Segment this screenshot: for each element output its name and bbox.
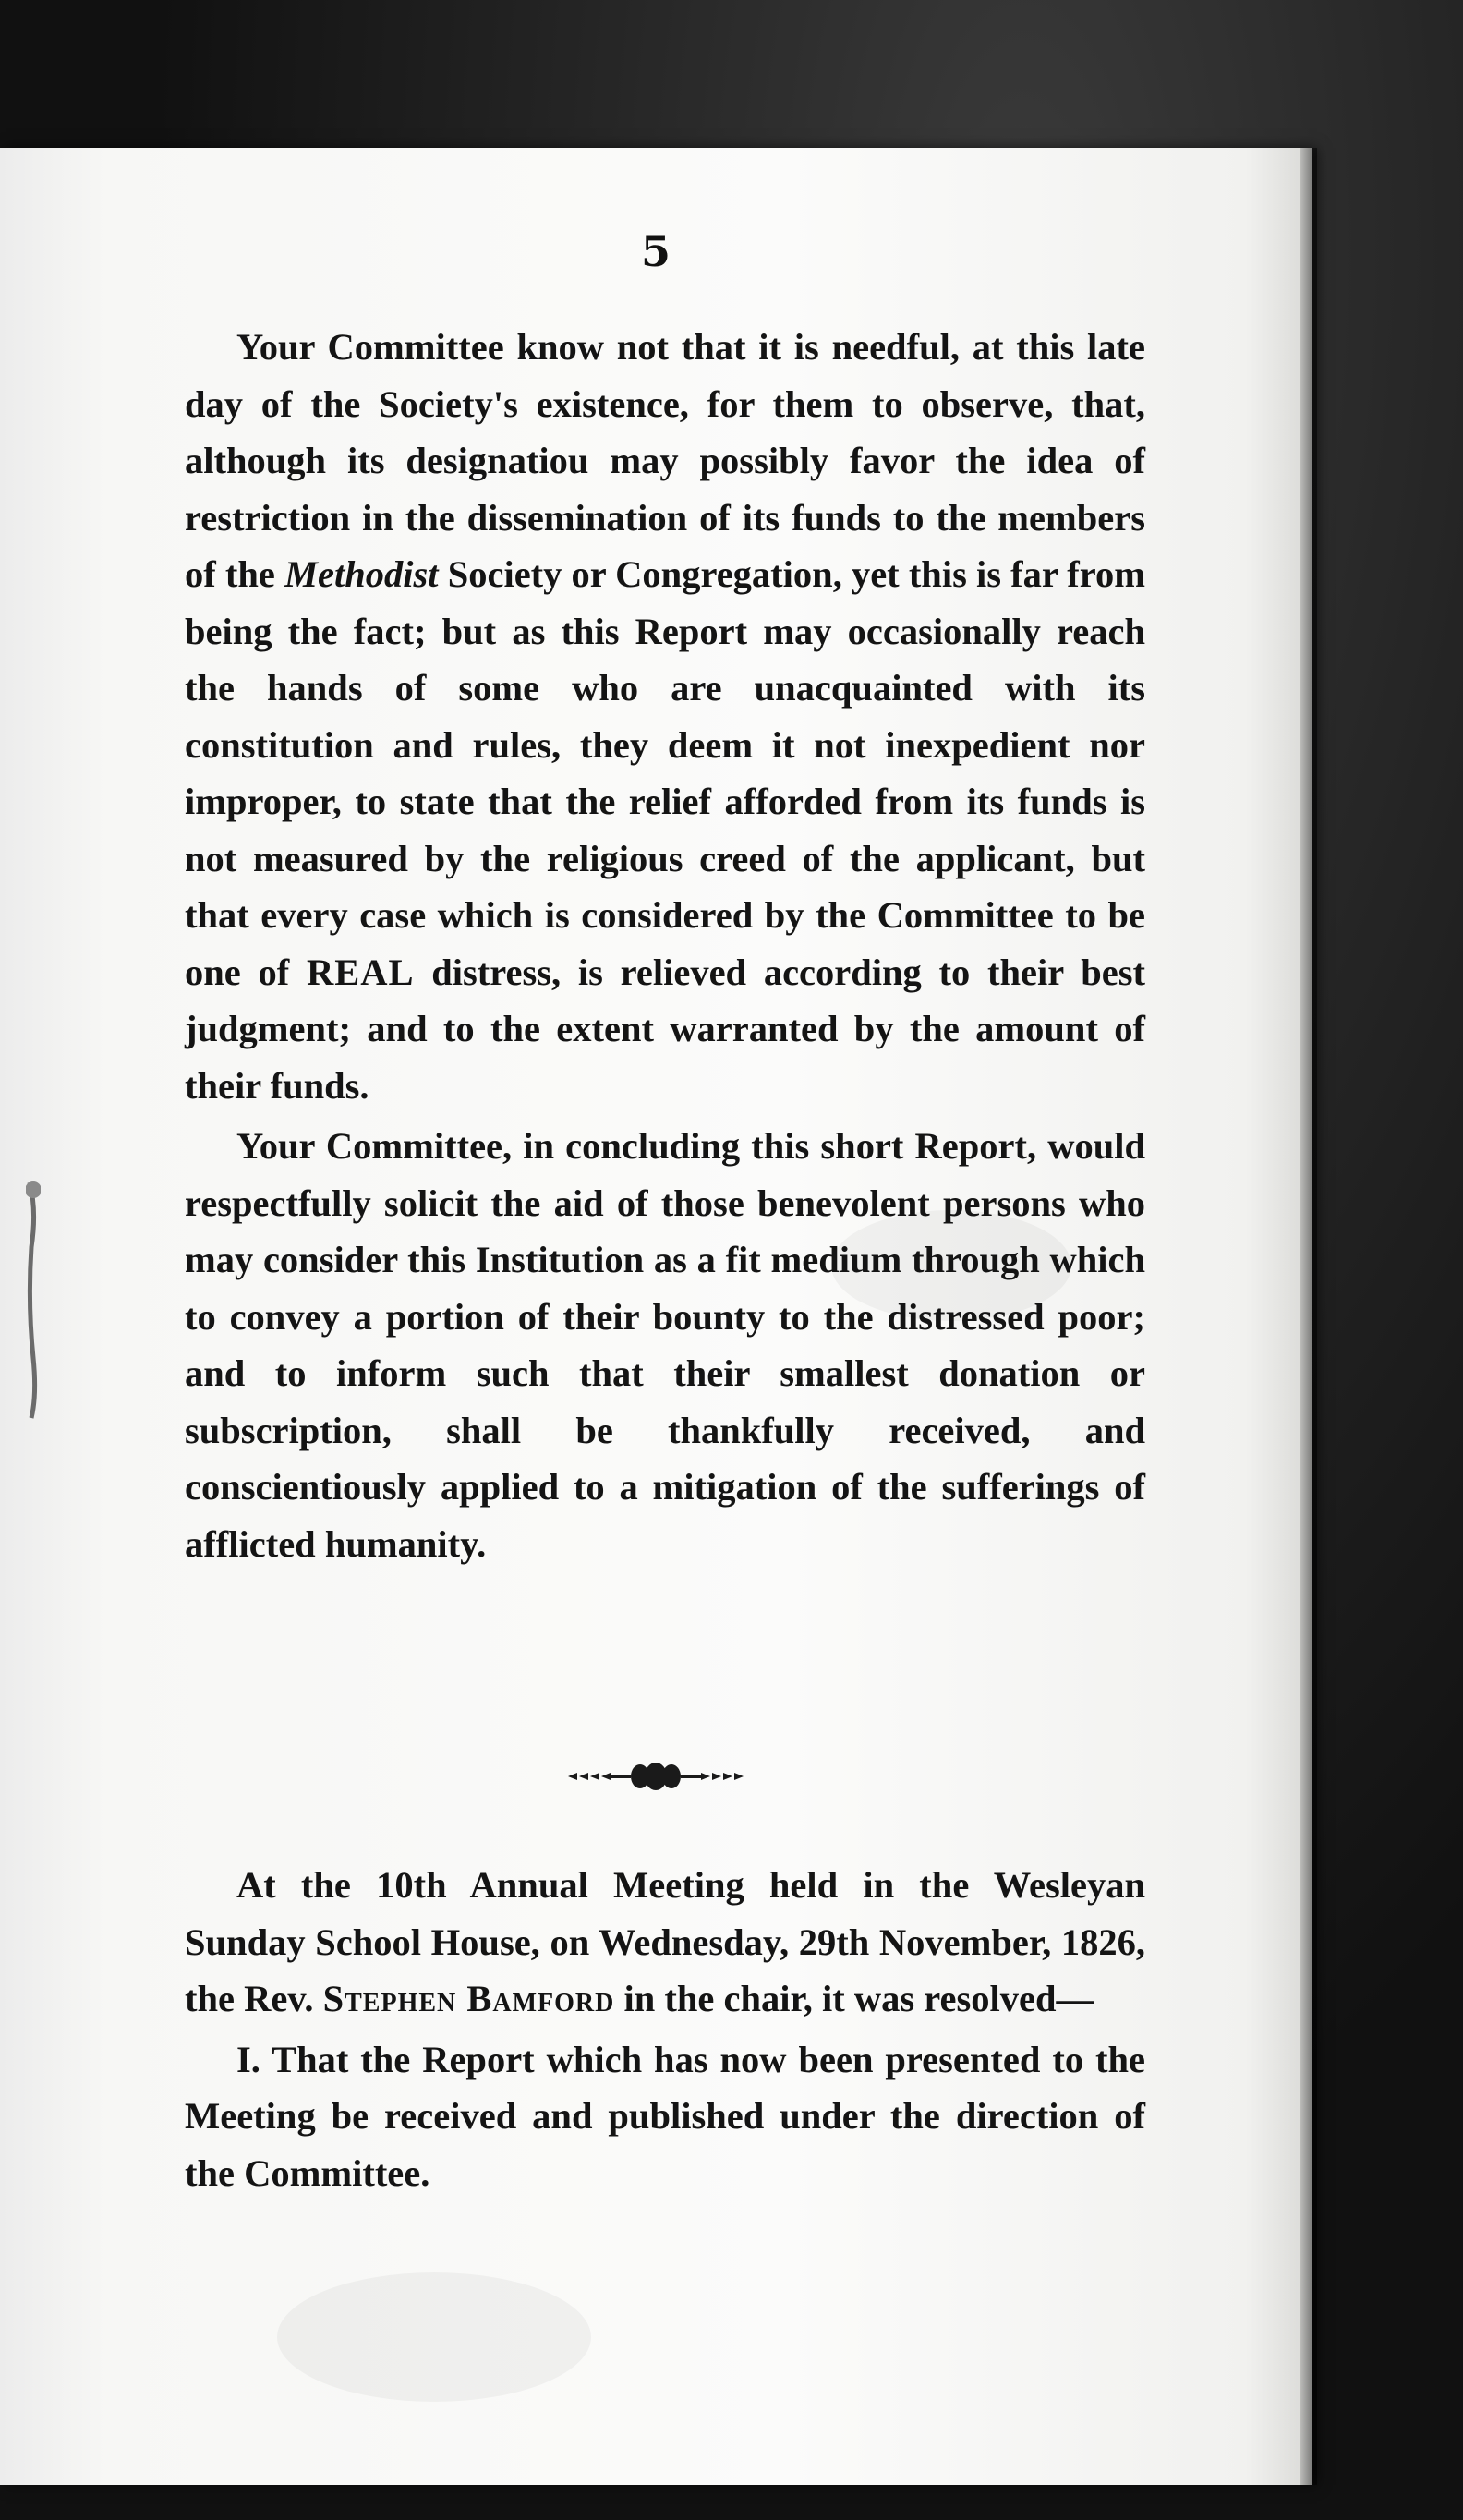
section-divider — [0, 1758, 1312, 1795]
report-paragraph-1 — [185, 319, 1145, 1114]
emphasized-word: Methodist — [284, 553, 439, 595]
paragraph-text: At the 10th Annual Meeting held in the Wesleyan Sunday School House, on Wednesday, 29th November, 1826, the Rev. — [185, 1864, 1145, 2019]
paragraph-text: distress, is relieved according to their best judgment; and to the extent warranted by the amount of their funds. — [185, 951, 1145, 1107]
meeting-intro — [185, 1857, 1145, 2028]
chair-name: Stephen Bamford — [322, 1978, 615, 2019]
paper-stain — [277, 2272, 591, 2402]
small-caps-word: REAL — [306, 951, 415, 993]
report-body — [185, 319, 1145, 1572]
meeting-minutes — [185, 1857, 1145, 2201]
paragraph-text: in the chair, it was resolved— — [614, 1978, 1094, 2019]
paragraph-text: Your Committee know not that it is needful, at this late day of the Society's existence, for them to observe, that, although its designatiou may possibly favor the idea of restriction in the dissemination of its funds to the members of the — [185, 326, 1145, 595]
page-edge-shadow — [1300, 148, 1317, 2485]
resolution-1: I. That the Report which has now been presented to the Meeting be received and published under the direction of the Committee. — [185, 2038, 1145, 2194]
paragraph-text: Society or Congregation, yet this is far from being the fact; but as this Report may occasionally reach the hands of some who are unacquainted with its constitution and rules, they deem it not inexpedient nor improper, to state that the relief afforded from its funds is not measured by the religious creed of the applicant, but that every case which is considered by the Committee to be one of — [185, 553, 1145, 993]
binding-thread-icon — [26, 1173, 41, 1423]
ornament-rule-icon — [568, 1758, 744, 1795]
report-paragraph-2: Your Committee, in concluding this short Report, would respectfully solicit the aid of those benevolent persons who may consider this Institution as a fit medium through which to convey a portion of their bounty to the distressed poor; and to inform such that their smallest donation or subscription, shall be thankfully received, and conscientiously applied to a mitigation of the sufferings of afflicted humanity. — [185, 1125, 1145, 1565]
page-number: 5 — [640, 226, 671, 276]
